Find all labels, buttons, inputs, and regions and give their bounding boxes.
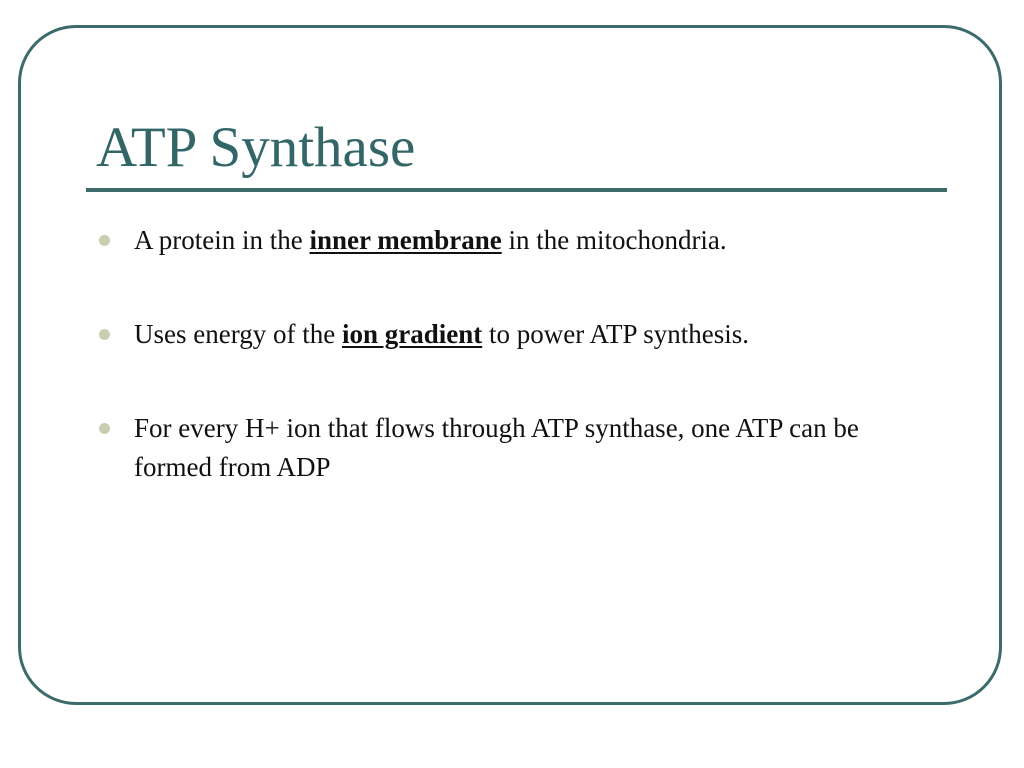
bullet-item bbox=[96, 315, 936, 354]
bullet-text-after: to power ATP synthesis. bbox=[482, 319, 749, 349]
bullet-text-after: in the mitochondria. bbox=[501, 225, 727, 255]
bullet-emphasis: ion gradient bbox=[341, 319, 483, 349]
bullet-list bbox=[96, 221, 936, 542]
bullet-item bbox=[96, 221, 936, 260]
bullet-text-before: A protein in the bbox=[134, 225, 310, 255]
bullet-text: For every H+ ion that flows through ATP synthase, one ATP can be formed from ADP bbox=[134, 413, 859, 482]
bullet-text-before: Uses energy of the bbox=[134, 319, 342, 349]
bullet-dot-icon bbox=[99, 329, 110, 340]
title-underline-rule bbox=[86, 188, 947, 192]
slide-title: ATP Synthase bbox=[96, 116, 416, 179]
bullet-emphasis: inner membrane bbox=[309, 225, 502, 255]
bullet-item bbox=[96, 409, 936, 487]
bullet-dot-icon bbox=[99, 423, 110, 434]
bullet-dot-icon bbox=[99, 235, 110, 246]
